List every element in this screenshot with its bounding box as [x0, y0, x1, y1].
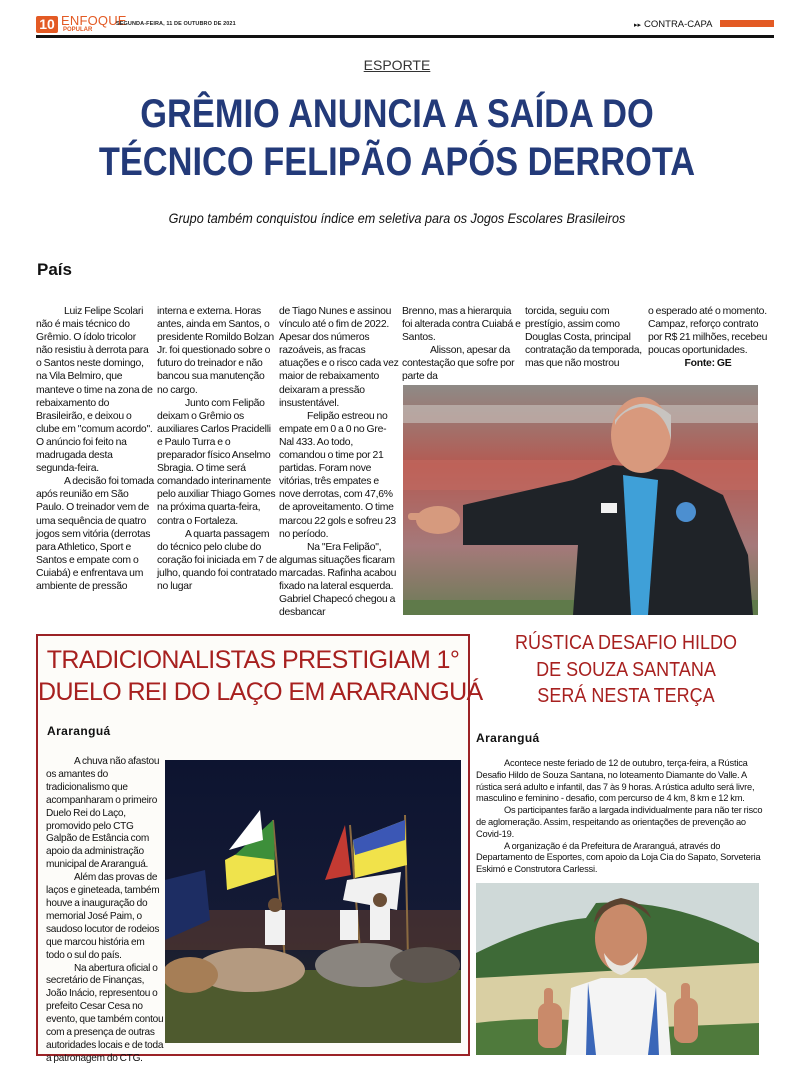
paragraph: Alisson, apesar da contestação que sofre por parte da: [402, 345, 515, 383]
section-label: [634, 19, 712, 32]
paragraph: Os participantes farão a largada individualmente para não ter risco de aglomeração. Assim, respeitando as orientações de prevenção ao Covid-19.: [476, 805, 763, 839]
horseback-flags-photo: [165, 760, 461, 1043]
article-column-5: [525, 305, 645, 370]
paragraph: o esperado até o momento. Campaz, reforço contrato por R$ 21 milhões, recebeu poucas oportunidades.: [648, 306, 768, 357]
double-arrow-icon: ▸▸: [634, 22, 642, 29]
paragraph: Acontece neste feriado de 12 de outubro, terça-feira, a Rústica Desafio Hildo de Souza Santana, no loteamento Diamante do Valle. A rústica será adulto e infantil, das 7 às 9 horas. A rústica adulto será livre, masculino e feminino - desafio, com percurso de 4 km, 8 km e 12 km.: [476, 758, 755, 804]
title-line-2: DUELO REI DO LAÇO EM ARARANGUÁ: [38, 678, 483, 706]
title-line-1: TRADICIONALISTAS PRESTIGIAM 1°: [46, 646, 460, 674]
title-line-1: RÚSTICA DESAFIO HILDO: [514, 632, 738, 654]
article-column-4: [402, 305, 522, 384]
article-column-2: [157, 305, 277, 593]
location-label: Araranguá: [47, 724, 111, 738]
logo-enfoque: ENFOQUE: [61, 13, 127, 28]
article-column-6: [648, 305, 768, 370]
issue-date: SEGUNDA-FEIRA, 11 DE OUTUBRO DE 2021: [116, 21, 236, 27]
coach-photo: [403, 385, 758, 615]
paragraph: A decisão foi tomada após reunião em São Paulo. O treinador vem de uma sequência de quatro jogos sem vitória (derrotas para Athletico, Sport e Santos e empate com o Cuiabá) e enfrentava um ambiente de pressão: [36, 476, 154, 592]
paragraph: A organização é da Prefeitura de Araranguá, através do Departamento de Esportes, com apoio da Loja Cia do Sapato, Sorveteria Eskimó e Construtora Carlessi.: [476, 840, 761, 875]
subtitle: Grupo também conquistou índice em seletiva para os Jogos Escolares Brasileiros: [168, 210, 626, 226]
paragraph: torcida, seguiu com prestígio, assim como Douglas Costa, principal contratação da temporada, mas que não mostrou: [525, 306, 642, 370]
location-label: País: [37, 260, 72, 279]
runner-thumbs-up-photo: [476, 883, 759, 1055]
article-column-3: [279, 305, 400, 619]
headline-line-1: GRÊMIO ANUNCIA A SAÍDA DO: [140, 92, 654, 136]
right-article-title: [491, 630, 761, 710]
paragraph: Na abertura oficial o secretário de Finanças, João Inácio, representou o prefeito Cesar Cesa no evento, que também contou com a presença de outras autoridades locais e de toda a patronagem do CTG.: [46, 962, 164, 1064]
boxed-article: [36, 634, 483, 1064]
title-line-2: DE SOUZA SANTANA: [536, 658, 716, 681]
location-label: Araranguá: [476, 731, 540, 745]
page-number: 10: [36, 16, 58, 33]
boxed-article-body: [46, 756, 164, 1066]
article-column-1: [36, 305, 154, 593]
source-credit: Fonte: GE: [684, 358, 732, 370]
paragraph: Felipão estreou no empate em 0 a 0 no Gre-Nal 433. Ao todo, comandou o time por 21 partidas. Foram nove vitórias, três empates e nove derrotas, com 47,6% de aproveitamento. O time marcou 22 gols e sofreu 23 no período.: [279, 410, 396, 540]
header-rule: [36, 35, 774, 38]
headline-line-2: TÉCNICO FELIPÃO APÓS DERROTA: [98, 140, 696, 184]
title-line-3: SERÁ NESTA TERÇA: [537, 685, 715, 707]
boxed-article-title: [38, 644, 483, 708]
section-kicker: ESPORTE: [363, 57, 431, 73]
paragraph: Luiz Felipe Scolari não é mais técnico do Grêmio. O ídolo tricolor não resistiu à derrota para o Santos neste domingo, na Vila Belmiro, que manteve o time na zona de rebaixamento do Brasileirão, e deixou o clube em "comum acordo". O anúncio foi feito na madrugada desta segunda-feira.: [36, 306, 153, 475]
paragraph: Além das provas de laços e gineteada, também houve a inauguração do memorial José Paim, o saudoso locutor de rodeios que marcou história em todo o sul do país.: [46, 872, 160, 961]
paragraph: interna e externa. Horas antes, ainda em Santos, o presidente Romildo Bolzan Jr. foi questionado sobre o futuro do treinador e não bancou sua manutenção no cargo.: [157, 306, 274, 396]
paragraph: A chuva não afastou os amantes do tradicionalismo que acompanharam o primeiro Duelo Rei do Laço, promovido pelo CTG Galpão de Estância com apoio da administração municipal de Araranguá.: [46, 756, 160, 871]
accent-bar: [720, 20, 774, 27]
logo-popular: POPULAR: [63, 27, 93, 33]
paragraph: de Tiago Nunes e assinou vínculo até o fim de 2022. Apesar dos números razoáveis, as fracas atuações e o risco cada vez maior de rebaixamento deixaram a pressão insustentável.: [279, 306, 399, 409]
right-article-body: [476, 758, 768, 876]
paragraph: Na "Era Felipão", algumas situações ficaram marcadas. Rafinha acabou fixado na lateral esquerda. Gabriel Chapecó chegou a desbancar: [279, 541, 397, 619]
paragraph: Junto com Felipão deixam o Grêmio os auxiliares Carlos Pracidelli e Paulo Turra e o preparador físico Anselmo Sbragia. O time será comandado interinamente pelo auxiliar Thiago Gomes na próxima quarta-feira, contra o Fortaleza.: [157, 397, 276, 527]
section-name: CONTRA-CAPA: [644, 19, 713, 30]
paragraph: A quarta passagem do técnico pelo clube do coração foi iniciada em 7 de julho, quando foi contratado no lugar: [157, 528, 277, 592]
main-headline: [56, 90, 739, 186]
paragraph: Brenno, mas a hierarquia foi alterada contra Cuiabá e Santos.: [402, 306, 521, 344]
